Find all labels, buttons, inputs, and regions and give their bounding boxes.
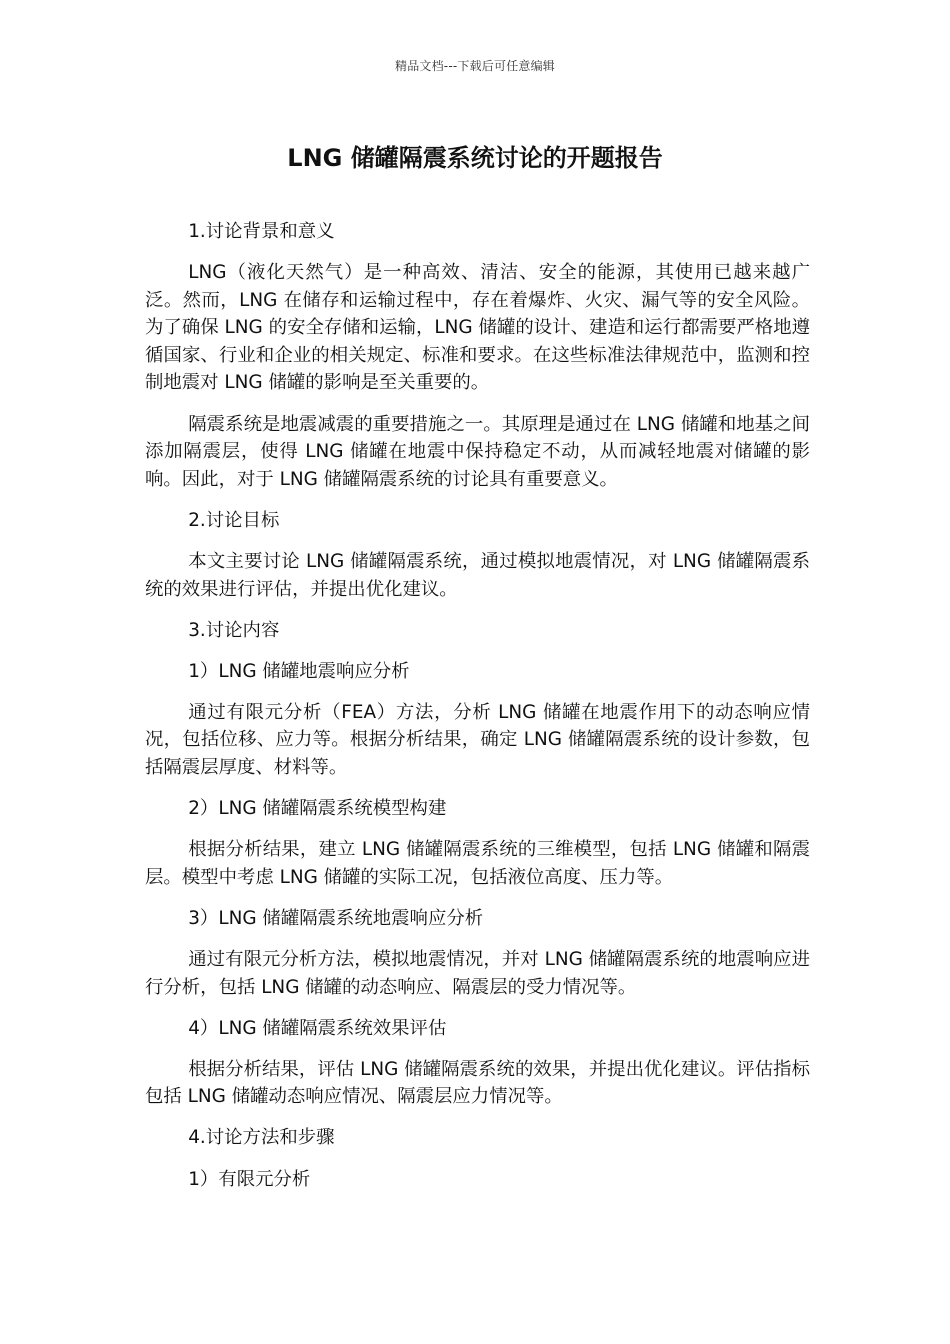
- paragraph-isolation-system: 隔震系统是地震减震的重要措施之一。其原理是通过在 LNG 储罐和地基之间添加隔震层，使得 LNG 储罐在地震中保持稳定不动，从而减轻地震对储罐的影响。因此，对于 LNG 储罐隔震系统的讨论具有重要意义。: [145, 413, 810, 490]
- section-heading-goal: 2.讨论目标: [188, 509, 280, 531]
- subheading-system-response: 3）LNG 储罐隔震系统地震响应分析: [188, 907, 484, 929]
- paragraph-model-construction: 根据分析结果，建立 LNG 储罐隔震系统的三维模型，包括 LNG 储罐和隔震层。模型中考虑 LNG 储罐的实际工况，包括液位高度、压力等。: [145, 839, 810, 888]
- paragraph-effect-evaluation: 根据分析结果，评估 LNG 储罐隔震系统的效果，并提出优化建议。评估指标包括 LNG 储罐动态响应情况、隔震层应力情况等。: [145, 1058, 810, 1108]
- document-body: [145, 218, 810, 1207]
- paragraph-seismic-response: 通过有限元分析（FEA）方法，分析 LNG 储罐在地震作用下的动态响应情况，包括位移、应力等。根据分析结果，确定 LNG 储罐隔震系统的设计参数，包括隔震层厚度、材料等。: [145, 701, 810, 778]
- section-heading-methods: 4.讨论方法和步骤: [188, 1127, 335, 1149]
- document-title: LNG 储罐隔震系统讨论的开题报告: [287, 144, 663, 172]
- paragraph-goal: 本文主要讨论 LNG 储罐隔震系统，通过模拟地震情况，对 LNG 储罐隔震系统的效果进行评估，并提出优化建议。: [145, 550, 810, 600]
- paragraph-lng-intro: LNG（液化天然气）是一种高效、清洁、安全的能源，其使用已越来越广泛。然而，LNG 在储存和运输过程中，存在着爆炸、火灾、漏气等的安全风险。为了确保 LNG 的安全存储和运输，LNG 储罐的设计、建造和运行都需要严格地遵循国家、行业和企业的相关规定、标准和要求。在这些标准法律规范中，监测和控制地震对 LNG 储罐的影响是至关重要的。: [145, 262, 810, 394]
- paragraph-system-response: 通过有限元分析方法，模拟地震情况，并对 LNG 储罐隔震系统的地震响应进行分析，包括 LNG 储罐的动态响应、隔震层的受力情况等。: [145, 948, 810, 998]
- section-heading-content: 3.讨论内容: [188, 619, 280, 641]
- subheading-fea: 1）有限元分析: [188, 1168, 311, 1190]
- subheading-effect-evaluation: 4）LNG 储罐隔震系统效果评估: [188, 1017, 447, 1039]
- subheading-seismic-response: 1）LNG 储罐地震响应分析: [188, 660, 410, 682]
- header-note: 精品文档---下载后可任意编辑: [395, 59, 555, 73]
- subheading-model-construction: 2）LNG 储罐隔震系统模型构建: [188, 798, 447, 820]
- section-heading-background: 1.讨论背景和意义: [188, 221, 335, 242]
